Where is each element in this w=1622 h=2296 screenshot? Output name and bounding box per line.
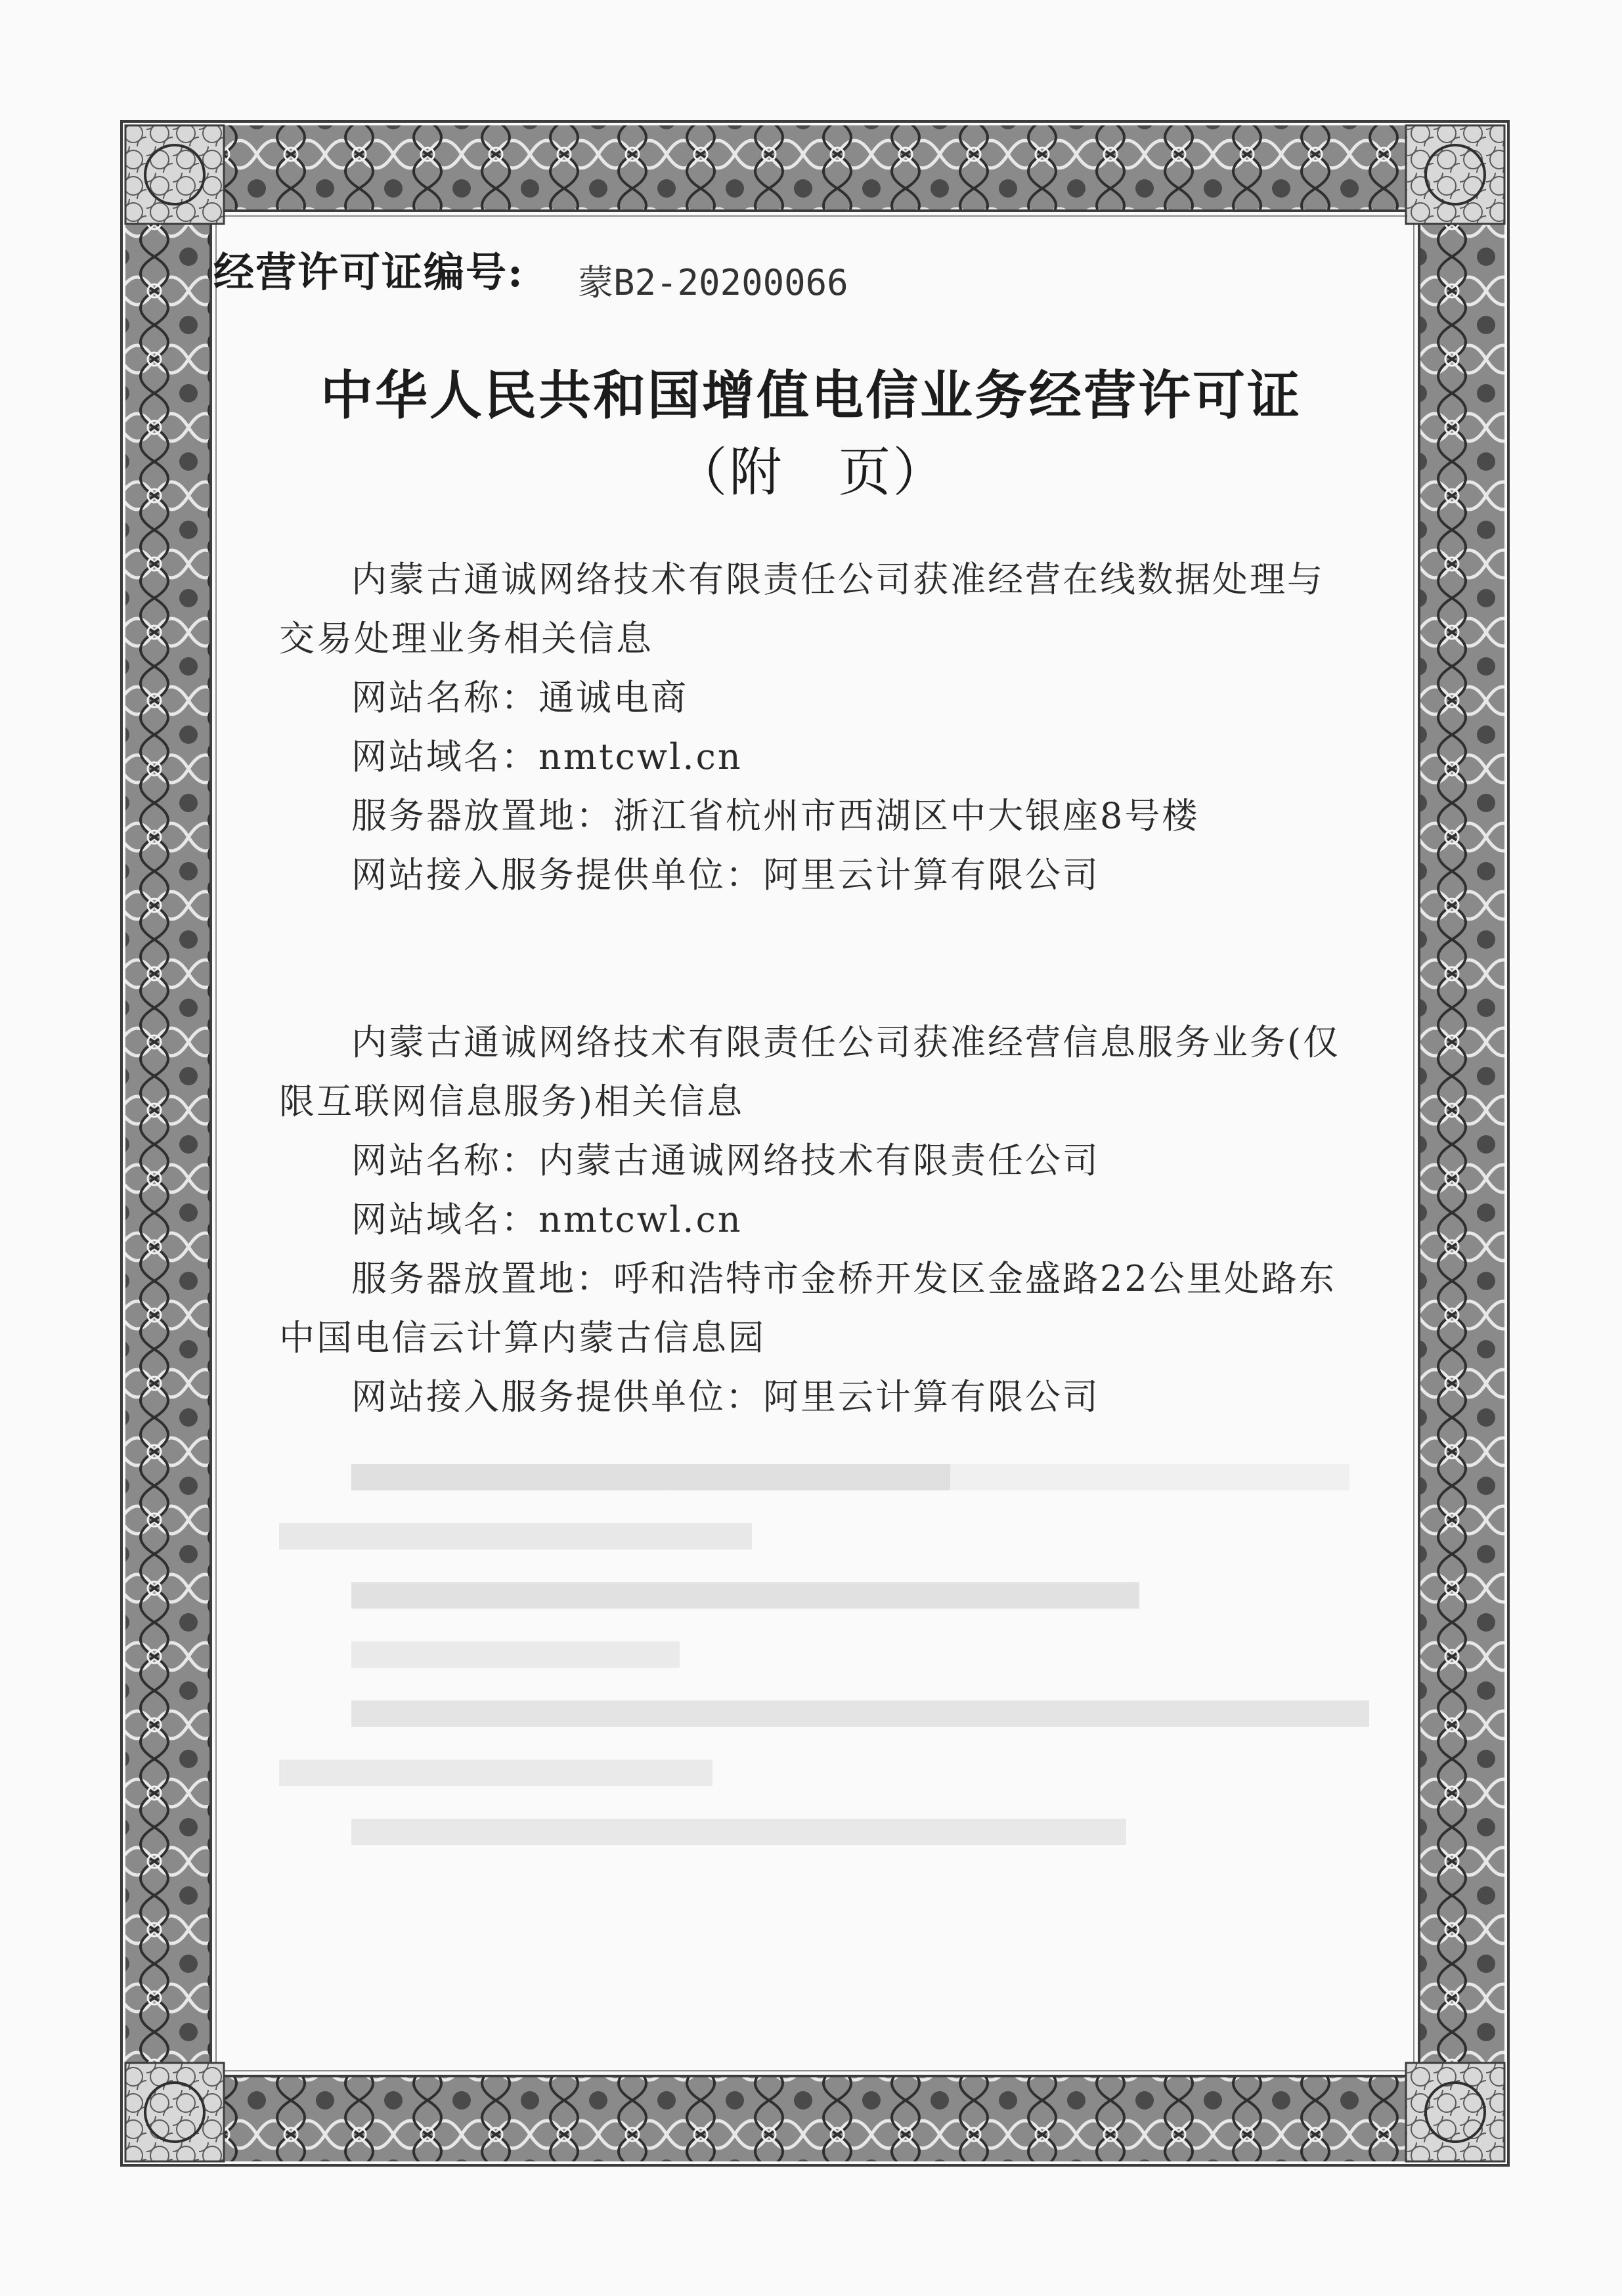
faded-line (351, 1582, 1139, 1609)
section1-provider: 网站接入服务提供单位：阿里云计算有限公司 (351, 854, 1100, 896)
license-number-label: 经营许可证编号: (213, 248, 524, 296)
faded-line (351, 1819, 1126, 1845)
section1-domain: 网站域名：nmtcwl.cn (351, 736, 743, 777)
faded-line (279, 1760, 712, 1786)
section2-server-location-line2: 中国电信云计算内蒙古信息园 (279, 1317, 766, 1358)
faded-line (351, 1700, 1369, 1727)
faded-line (351, 1464, 1349, 1490)
section1-intro-line1: 内蒙古通诚网络技术有限责任公司获准经营在线数据处理与 (351, 559, 1325, 600)
section2-provider: 网站接入服务提供单位：阿里云计算有限公司 (351, 1376, 1100, 1418)
section2-server-location-line1: 服务器放置地：呼和浩特市金桥开发区金盛路22公里处路东 (351, 1258, 1336, 1299)
license-number-value: 蒙B2-20200066 (578, 262, 848, 303)
section1-intro-line2: 交易处理业务相关信息 (279, 618, 653, 659)
certificate-title: 中华人民共和国增值电信业务经营许可证 (320, 364, 1302, 426)
section2-domain: 网站域名：nmtcwl.cn (351, 1199, 743, 1240)
section1-server-location: 服务器放置地：浙江省杭州市西湖区中大银座8号楼 (351, 795, 1200, 836)
section2-intro-line2: 限互联网信息服务)相关信息 (279, 1081, 745, 1122)
section1-site-name: 网站名称：通诚电商 (351, 677, 688, 718)
section2-intro-line1: 内蒙古通诚网络技术有限责任公司获准经营信息服务业务(仅 (351, 1022, 1341, 1063)
faded-line (351, 1641, 680, 1668)
section2-site-name: 网站名称：内蒙古通诚网络技术有限责任公司 (351, 1140, 1100, 1181)
faded-line (279, 1523, 752, 1549)
certificate-subtitle: （附 页） (674, 442, 948, 503)
